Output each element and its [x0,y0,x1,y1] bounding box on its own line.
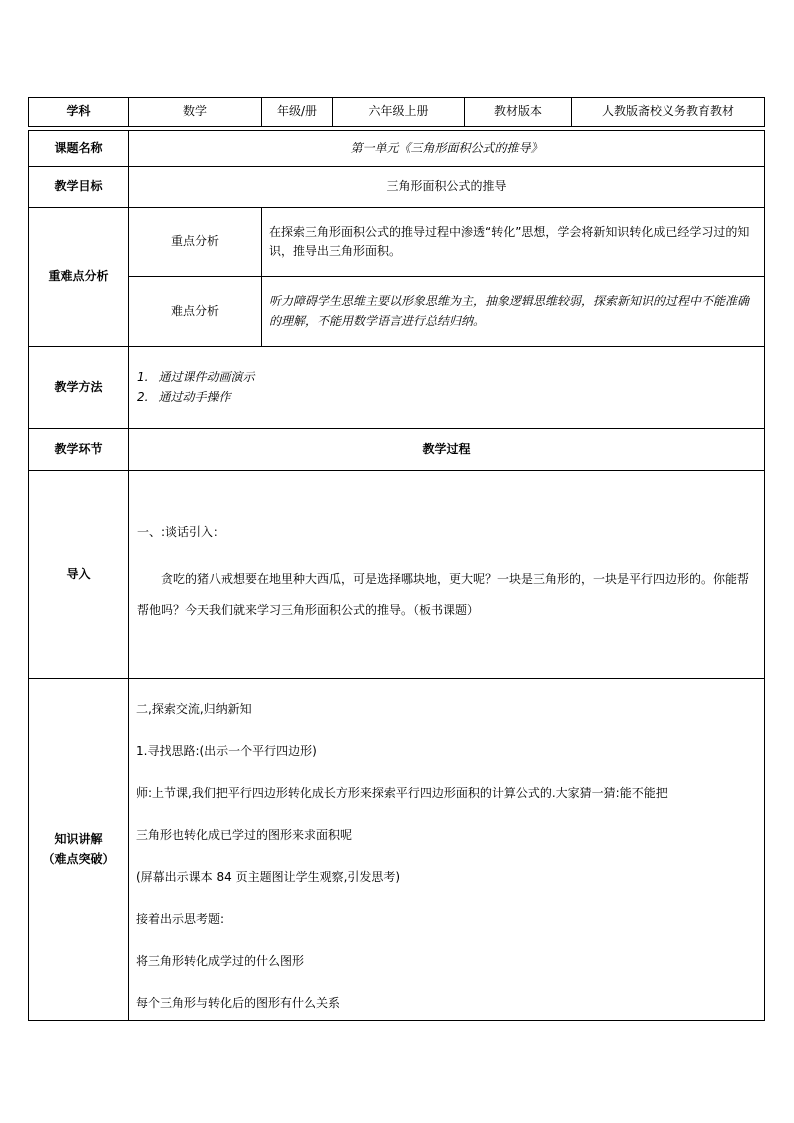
knowledge-line: 1.寻找思路:(出示一个平行四边形) [136,744,317,758]
method-item [137,388,254,407]
grade-value: 六年级上册 [332,97,465,127]
knowledge-line: 将三角形转化成学过的什么图形 [136,954,305,968]
topic-label: 课题名称 [28,130,129,167]
key-analysis-label: 重点分析 [128,207,262,277]
knowledge-line: (屏幕出示课本 84 页主题图让学生观察,引发思考) [136,870,401,884]
intro-content [128,470,765,679]
method-label: 教学方法 [28,346,129,429]
grade-label: 年级/册 [261,97,333,127]
subject-label: 学科 [28,97,129,127]
knowledge-label-line1: 知识讲解 [54,832,103,847]
intro-heading: 一、:谈话引入： [137,524,226,539]
knowledge-content [128,678,765,1021]
knowledge-label-line2: （难点突破） [42,851,115,866]
edition-value: 人教版斋校义务教育教材 [571,97,765,127]
knowledge-line: 三角形也转化成已学过的图形来求面积呢 [136,828,353,842]
edition-label: 教材版本 [464,97,572,127]
knowledge-line: 接着出示思考题: [136,912,225,926]
knowledge-label [28,678,129,1021]
topic-value: 第一单元《三角形面积公式的推导》 [128,130,765,167]
intro-paragraph: 贪吃的猪八戒想要在地里种大西瓜，可是选择哪块地，更大呢？一块是三角形的，一块是平行四边形的。你能帮帮他吗？今天我们就来学习三角形面积公式的推导。（板书课题） [137,571,750,618]
intro-label: 导入 [28,470,129,679]
knowledge-line: 师:上节课,我们把平行四边形转化成长方形来探索平行四边形面积的计算公式的.大家猜一猜:能不能把 [136,786,668,800]
process-stage-label: 教学环节 [28,428,129,471]
goal-value: 三角形面积公式的推导 [128,166,765,208]
method-item [137,368,254,387]
goal-label: 教学目标 [28,166,129,208]
method-list [128,346,765,429]
key-analysis-text: 在探索三角形面积公式的推导过程中渗透“转化”思想，学会将新知识转化成已经学习过的知识，推导出三角形面积。 [261,207,765,277]
method-item-number: 1. [137,370,149,385]
method-item-number: 2. [137,389,149,404]
knowledge-line: 二,探索交流,归纳新知 [136,702,252,716]
process-header-value: 教学过程 [128,428,765,471]
analysis-label: 重难点分析 [28,207,129,347]
method-item-text: 通过课件动画演示 [158,370,255,385]
method-item-text: 通过动手操作 [158,389,231,404]
subject-value: 数学 [128,97,262,127]
difficult-analysis-label: 难点分析 [128,276,262,347]
knowledge-line: 每个三角形与转化后的图形有什么关系 [136,996,341,1010]
difficult-analysis-text: 听力障碍学生思维主要以形象思维为主，抽象逻辑思维较弱，探索新知识的过程中不能准确的理解，不能用数学语言进行总结归纳。 [261,276,765,347]
